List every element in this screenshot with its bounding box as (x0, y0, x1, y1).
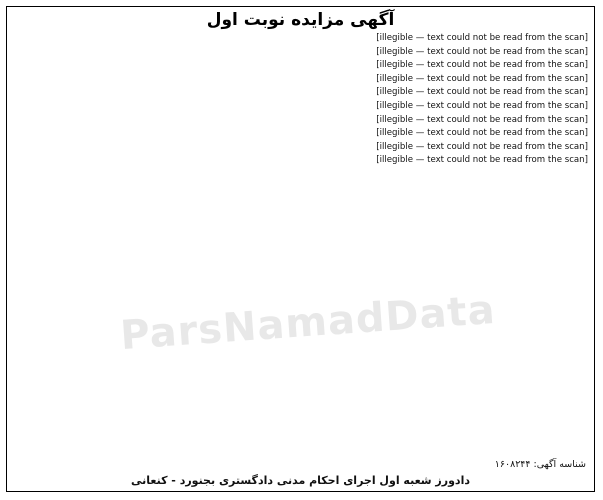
notice-paragraph: [illegible — text could not be read from the scan] (376, 33, 588, 43)
notice-footer (7, 459, 594, 487)
notice-paragraph: [illegible — text could not be read from the scan] (376, 100, 588, 111)
notice-paragraph: [illegible — text could not be read from the scan] (376, 141, 588, 152)
notice-id-line: شناسه آگهی: ۱۶۰۸۲۴۴ (494, 459, 586, 470)
notice-body (7, 32, 594, 167)
notice-paragraph: [illegible — text could not be read from the scan] (376, 114, 588, 125)
notice-paragraph: [illegible — text could not be read from the scan] (376, 60, 588, 71)
auction-notice (6, 6, 595, 492)
site-watermark: ParsNamadData (118, 286, 498, 360)
notice-paragraph: [illegible — text could not be read from the scan] (376, 73, 588, 84)
notice-paragraph: [illegible — text could not be read from the scan] (376, 128, 588, 139)
notice-paragraph: [illegible — text could not be read from the scan] (376, 46, 588, 57)
notice-signature: دادورز شعبه اول اجرای احکام مدنی دادگستری بجنورد - کنعانی (130, 474, 470, 487)
notice-title: آگهی مزایده نوبت اول (206, 10, 395, 30)
notice-paragraph: [illegible — text could not be read from the scan] (376, 87, 588, 98)
notice-paragraph: [illegible — text could not be read from the scan] (376, 155, 588, 166)
